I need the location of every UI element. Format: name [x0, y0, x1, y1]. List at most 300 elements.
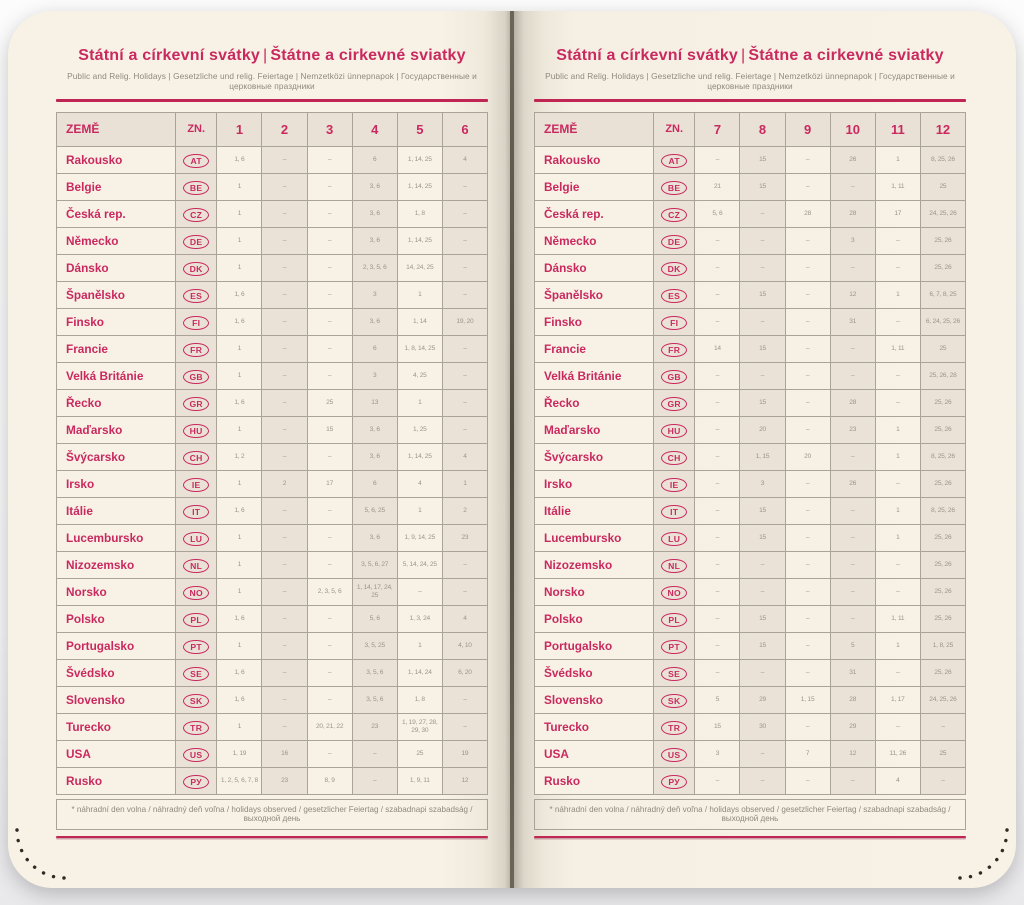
- holiday-days-cell: 26: [830, 146, 875, 173]
- holiday-days-cell: –: [262, 389, 307, 416]
- table-row: [57, 173, 488, 200]
- holiday-days-cell: –: [830, 497, 875, 524]
- country-code-badge: GB: [661, 370, 687, 385]
- table-row: [535, 254, 966, 281]
- country-code-cell: [176, 227, 217, 254]
- col-header-month-4: 4: [352, 112, 397, 146]
- holiday-days-cell: 23: [442, 524, 487, 551]
- col-header-month-5: 5: [397, 112, 442, 146]
- country-code-cell: [654, 308, 695, 335]
- holiday-days-cell: 12: [830, 740, 875, 767]
- table-row: [535, 416, 966, 443]
- holiday-days-cell: –: [740, 308, 785, 335]
- country-name: Švýcarsko: [535, 443, 654, 470]
- holiday-days-cell: –: [785, 605, 830, 632]
- holiday-days-cell: –: [830, 362, 875, 389]
- holiday-days-cell: 3: [740, 470, 785, 497]
- holiday-days-cell: –: [695, 767, 740, 794]
- holiday-days-cell: 1: [875, 281, 920, 308]
- holiday-days-cell: 1: [875, 524, 920, 551]
- country-name: Irsko: [57, 470, 176, 497]
- table-row: [57, 497, 488, 524]
- holiday-days-cell: 1, 14, 25: [397, 146, 442, 173]
- holiday-days-cell: 1: [397, 389, 442, 416]
- holiday-days-cell: –: [695, 416, 740, 443]
- holiday-days-cell: 24, 25, 26: [920, 686, 965, 713]
- holiday-days-cell: 1: [217, 335, 262, 362]
- holiday-days-cell: –: [875, 308, 920, 335]
- holiday-days-cell: 1, 6: [217, 308, 262, 335]
- country-name: Francie: [57, 335, 176, 362]
- holiday-days-cell: 30: [740, 713, 785, 740]
- page-title: [56, 47, 488, 65]
- holiday-days-cell: 1, 25: [397, 416, 442, 443]
- holiday-days-cell: –: [785, 335, 830, 362]
- table-row: [57, 659, 488, 686]
- holiday-days-cell: 13: [352, 389, 397, 416]
- col-header-month-12: 12: [920, 112, 965, 146]
- holiday-days-cell: 1, 8, 14, 25: [397, 335, 442, 362]
- holiday-days-cell: –: [740, 200, 785, 227]
- table-row: [535, 308, 966, 335]
- country-code-badge: US: [183, 748, 209, 763]
- holiday-days-cell: 3, 6: [352, 443, 397, 470]
- country-name: Maďarsko: [535, 416, 654, 443]
- holiday-days-cell: 25: [920, 335, 965, 362]
- col-header-month-10: 10: [830, 112, 875, 146]
- holiday-days-cell: 28: [785, 200, 830, 227]
- page-left: [8, 11, 510, 888]
- country-name: Švédsko: [57, 659, 176, 686]
- country-code-badge: IT: [661, 505, 687, 520]
- country-name: Francie: [535, 335, 654, 362]
- holiday-days-cell: 1, 8: [397, 200, 442, 227]
- holiday-days-cell: 3, 5, 6: [352, 686, 397, 713]
- holiday-days-cell: 1: [397, 497, 442, 524]
- country-name: Portugalsko: [57, 632, 176, 659]
- table-row: [57, 632, 488, 659]
- table-row: [57, 416, 488, 443]
- holiday-days-cell: 1, 11: [875, 173, 920, 200]
- holiday-days-cell: 1: [875, 146, 920, 173]
- holiday-days-cell: –: [695, 524, 740, 551]
- holiday-days-cell: 6: [352, 146, 397, 173]
- country-code-badge: TR: [183, 721, 209, 736]
- country-code-cell: [654, 470, 695, 497]
- country-code-cell: [654, 767, 695, 794]
- holiday-days-cell: –: [920, 713, 965, 740]
- holiday-days-cell: –: [875, 227, 920, 254]
- holiday-days-cell: 17: [875, 200, 920, 227]
- country-code-cell: [176, 443, 217, 470]
- country-code-cell: [654, 578, 695, 605]
- country-name: Řecko: [57, 389, 176, 416]
- holiday-days-cell: 28: [830, 389, 875, 416]
- holiday-days-cell: –: [262, 146, 307, 173]
- table-row: [57, 578, 488, 605]
- holiday-days-cell: –: [695, 605, 740, 632]
- holiday-days-cell: 1, 8, 25: [920, 632, 965, 659]
- country-code-cell: [176, 578, 217, 605]
- holiday-days-cell: 1: [217, 713, 262, 740]
- holiday-days-cell: –: [695, 551, 740, 578]
- country-code-badge: CH: [183, 451, 209, 466]
- header-row: [535, 112, 966, 146]
- country-code-cell: [176, 389, 217, 416]
- holiday-days-cell: –: [740, 740, 785, 767]
- table-row: [535, 524, 966, 551]
- holiday-days-cell: –: [695, 146, 740, 173]
- country-code-badge: FR: [661, 343, 687, 358]
- holiday-days-cell: 31: [830, 308, 875, 335]
- holiday-days-cell: 1: [217, 470, 262, 497]
- holiday-days-cell: 1, 2: [217, 443, 262, 470]
- holiday-days-cell: –: [307, 254, 352, 281]
- country-code-cell: [654, 173, 695, 200]
- country-code-badge: SK: [661, 694, 687, 709]
- table-row: [57, 335, 488, 362]
- country-code-badge: CH: [661, 451, 687, 466]
- page-right: [514, 11, 1016, 888]
- country-code-badge: BE: [183, 181, 209, 196]
- country-code-cell: [654, 389, 695, 416]
- holiday-days-cell: 4: [875, 767, 920, 794]
- holiday-days-cell: 1: [217, 578, 262, 605]
- holiday-days-cell: 11, 26: [875, 740, 920, 767]
- holiday-days-cell: 3, 5, 6: [352, 659, 397, 686]
- header-rule: [56, 99, 488, 102]
- table-row: [535, 740, 966, 767]
- country-code-badge: DE: [661, 235, 687, 250]
- holiday-days-cell: –: [442, 335, 487, 362]
- holiday-days-cell: 29: [740, 686, 785, 713]
- holiday-days-cell: –: [442, 254, 487, 281]
- country-code-badge: LU: [661, 532, 687, 547]
- holiday-days-cell: –: [695, 362, 740, 389]
- country-name: Slovensko: [535, 686, 654, 713]
- holiday-days-cell: –: [875, 578, 920, 605]
- holiday-days-cell: –: [262, 416, 307, 443]
- holiday-days-cell: –: [740, 659, 785, 686]
- country-code-cell: [176, 281, 217, 308]
- holiday-days-cell: –: [785, 281, 830, 308]
- holiday-days-cell: –: [307, 740, 352, 767]
- holiday-days-cell: 5, 6: [695, 200, 740, 227]
- country-code-badge: NO: [183, 586, 209, 601]
- table-row: [535, 389, 966, 416]
- holiday-days-cell: –: [695, 254, 740, 281]
- holiday-days-cell: –: [830, 524, 875, 551]
- holiday-days-cell: –: [785, 308, 830, 335]
- holiday-days-cell: 3, 6: [352, 416, 397, 443]
- diary-spread: [8, 11, 1016, 888]
- holiday-days-cell: –: [262, 605, 307, 632]
- holiday-days-cell: –: [695, 443, 740, 470]
- holiday-days-cell: 1: [397, 281, 442, 308]
- holiday-days-cell: 1: [217, 416, 262, 443]
- holiday-days-cell: –: [785, 227, 830, 254]
- holiday-days-cell: 25: [397, 740, 442, 767]
- holiday-days-cell: 14: [695, 335, 740, 362]
- holiday-days-cell: –: [262, 551, 307, 578]
- holiday-days-cell: 12: [830, 281, 875, 308]
- country-code-badge: ES: [661, 289, 687, 304]
- holiday-days-cell: 21: [695, 173, 740, 200]
- holiday-days-cell: –: [875, 551, 920, 578]
- holiday-days-cell: –: [442, 389, 487, 416]
- holiday-days-cell: 1: [442, 470, 487, 497]
- country-code-cell: [654, 281, 695, 308]
- holiday-days-cell: 16: [262, 740, 307, 767]
- footnote: * náhradní den volna / náhradný deň voľna / holidays observed / gesetzlicher Feiertag / szabadnapi szabadság / выходной день: [56, 799, 488, 830]
- holiday-days-cell: 15: [740, 389, 785, 416]
- holiday-days-cell: 31: [830, 659, 875, 686]
- country-code-badge: SK: [183, 694, 209, 709]
- country-code-badge: ES: [183, 289, 209, 304]
- holiday-days-cell: –: [830, 254, 875, 281]
- holiday-days-cell: 23: [262, 767, 307, 794]
- holiday-days-cell: –: [307, 632, 352, 659]
- holiday-days-cell: 25, 26: [920, 659, 965, 686]
- holiday-days-cell: –: [695, 659, 740, 686]
- holiday-days-cell: –: [307, 281, 352, 308]
- holiday-days-cell: –: [262, 443, 307, 470]
- holiday-days-cell: 20: [785, 443, 830, 470]
- country-code-badge: FI: [183, 316, 209, 331]
- country-code-badge: NO: [661, 586, 687, 601]
- country-name: Nizozemsko: [535, 551, 654, 578]
- country-code-cell: [176, 605, 217, 632]
- holiday-days-cell: 1, 6: [217, 281, 262, 308]
- country-name: Maďarsko: [57, 416, 176, 443]
- table-row: [57, 200, 488, 227]
- country-code-badge: AT: [661, 154, 687, 169]
- country-code-badge: PL: [183, 613, 209, 628]
- table-row: [57, 713, 488, 740]
- holiday-days-cell: 1, 14: [397, 308, 442, 335]
- holiday-days-cell: –: [307, 497, 352, 524]
- title-separator: |: [741, 47, 746, 64]
- country-code-badge: SE: [183, 667, 209, 682]
- country-name: Norsko: [57, 578, 176, 605]
- holiday-days-cell: 1, 6: [217, 389, 262, 416]
- country-name: USA: [535, 740, 654, 767]
- holiday-days-cell: –: [442, 362, 487, 389]
- title-separator: |: [263, 47, 268, 64]
- holiday-days-cell: –: [740, 767, 785, 794]
- holiday-days-cell: –: [307, 173, 352, 200]
- holiday-days-cell: 8, 25, 26: [920, 146, 965, 173]
- table-row: [57, 146, 488, 173]
- col-header-month-1: 1: [217, 112, 262, 146]
- holiday-days-cell: –: [875, 389, 920, 416]
- holiday-days-cell: –: [262, 578, 307, 605]
- table-row: [535, 632, 966, 659]
- holiday-days-cell: –: [875, 713, 920, 740]
- country-name: Rakousko: [57, 146, 176, 173]
- holiday-days-cell: –: [262, 308, 307, 335]
- holiday-days-cell: 19: [442, 740, 487, 767]
- country-name: Německo: [57, 227, 176, 254]
- holiday-days-cell: 3, 5, 25: [352, 632, 397, 659]
- holiday-days-cell: 1, 17: [875, 686, 920, 713]
- holiday-days-cell: –: [307, 659, 352, 686]
- holiday-days-cell: –: [740, 551, 785, 578]
- col-header-country: ZEMĚ: [535, 112, 654, 146]
- holiday-days-cell: 25, 26: [920, 551, 965, 578]
- holiday-days-cell: 4: [442, 605, 487, 632]
- holiday-days-cell: 6: [352, 335, 397, 362]
- holiday-days-cell: 3: [352, 362, 397, 389]
- table-row: [57, 740, 488, 767]
- country-code-badge: DK: [183, 262, 209, 277]
- holiday-days-cell: 1, 15: [740, 443, 785, 470]
- holiday-days-cell: –: [785, 416, 830, 443]
- holiday-days-cell: –: [262, 497, 307, 524]
- country-name: Finsko: [535, 308, 654, 335]
- holiday-table-months-7-12: [534, 112, 966, 795]
- holiday-days-cell: 1, 14, 17, 24, 25: [352, 578, 397, 605]
- country-code-cell: [176, 308, 217, 335]
- holiday-days-cell: 25, 26, 28: [920, 362, 965, 389]
- holiday-days-cell: 1, 3, 24: [397, 605, 442, 632]
- holiday-days-cell: –: [830, 551, 875, 578]
- country-name: Turecko: [57, 713, 176, 740]
- holiday-days-cell: –: [830, 578, 875, 605]
- title-czech: Státní a církevní svátky: [556, 47, 739, 64]
- country-name: Dánsko: [535, 254, 654, 281]
- holiday-days-cell: 25, 26: [920, 389, 965, 416]
- country-name: Rusko: [535, 767, 654, 794]
- holiday-days-cell: 20: [740, 416, 785, 443]
- holiday-days-cell: 6, 24, 25, 26: [920, 308, 965, 335]
- holiday-days-cell: 5: [830, 632, 875, 659]
- holiday-days-cell: –: [875, 659, 920, 686]
- col-header-month-6: 6: [442, 112, 487, 146]
- holiday-days-cell: –: [785, 632, 830, 659]
- holiday-days-cell: –: [785, 767, 830, 794]
- holiday-days-cell: 15: [740, 632, 785, 659]
- holiday-days-cell: –: [740, 227, 785, 254]
- holiday-days-cell: 25: [920, 173, 965, 200]
- holiday-days-cell: –: [442, 281, 487, 308]
- holiday-days-cell: –: [785, 254, 830, 281]
- holiday-days-cell: 15: [740, 605, 785, 632]
- holiday-days-cell: 1, 14, 24: [397, 659, 442, 686]
- holiday-days-cell: –: [785, 713, 830, 740]
- country-name: Norsko: [535, 578, 654, 605]
- holiday-days-cell: 7: [785, 740, 830, 767]
- holiday-days-cell: –: [262, 200, 307, 227]
- holiday-days-cell: 5: [695, 686, 740, 713]
- country-code-cell: [176, 659, 217, 686]
- holiday-days-cell: 1, 6: [217, 659, 262, 686]
- holiday-days-cell: 1, 14, 25: [397, 173, 442, 200]
- holiday-days-cell: –: [875, 362, 920, 389]
- table-row: [535, 443, 966, 470]
- holiday-days-cell: 4, 10: [442, 632, 487, 659]
- holiday-days-cell: 3, 6: [352, 308, 397, 335]
- holiday-days-cell: –: [442, 173, 487, 200]
- country-code-cell: [176, 470, 217, 497]
- holiday-days-cell: –: [307, 605, 352, 632]
- table-row: [57, 362, 488, 389]
- country-code-cell: [176, 200, 217, 227]
- holiday-table-months-1-6: [56, 112, 488, 795]
- country-name: Česká rep.: [57, 200, 176, 227]
- country-name: Velká Británie: [535, 362, 654, 389]
- country-code-badge: PL: [661, 613, 687, 628]
- holiday-days-cell: –: [307, 146, 352, 173]
- table-row: [57, 254, 488, 281]
- country-code-cell: [654, 632, 695, 659]
- holiday-days-cell: –: [695, 632, 740, 659]
- holiday-days-cell: –: [262, 659, 307, 686]
- holiday-days-cell: 1: [217, 362, 262, 389]
- holiday-days-cell: –: [307, 200, 352, 227]
- holiday-days-cell: 15: [307, 416, 352, 443]
- table-row: [57, 443, 488, 470]
- table-row: [57, 605, 488, 632]
- holiday-days-cell: 6, 7, 8, 25: [920, 281, 965, 308]
- holiday-days-cell: 1, 19: [217, 740, 262, 767]
- holiday-days-cell: –: [262, 281, 307, 308]
- table-row: [535, 686, 966, 713]
- country-code-cell: [176, 497, 217, 524]
- holiday-days-cell: –: [830, 173, 875, 200]
- holiday-days-cell: –: [442, 200, 487, 227]
- holiday-days-cell: –: [830, 335, 875, 362]
- country-name: Belgie: [535, 173, 654, 200]
- holiday-days-cell: –: [695, 470, 740, 497]
- country-code-badge: DK: [661, 262, 687, 277]
- table-row: [535, 497, 966, 524]
- holiday-days-cell: 1: [217, 551, 262, 578]
- holiday-days-cell: –: [785, 362, 830, 389]
- holiday-days-cell: 29: [830, 713, 875, 740]
- country-code-cell: [176, 335, 217, 362]
- country-name: Belgie: [57, 173, 176, 200]
- holiday-days-cell: –: [307, 335, 352, 362]
- country-code-cell: [654, 524, 695, 551]
- holiday-days-cell: 1, 2, 5, 6, 7, 8: [217, 767, 262, 794]
- country-name: Lucembursko: [535, 524, 654, 551]
- country-code-cell: [176, 686, 217, 713]
- holiday-days-cell: 15: [695, 713, 740, 740]
- holiday-days-cell: –: [785, 173, 830, 200]
- country-code-cell: [654, 254, 695, 281]
- holiday-days-cell: –: [262, 335, 307, 362]
- holiday-days-cell: –: [307, 308, 352, 335]
- country-name: Německo: [535, 227, 654, 254]
- holiday-days-cell: –: [262, 632, 307, 659]
- holiday-days-cell: 8, 25, 26: [920, 497, 965, 524]
- holiday-days-cell: 1, 15: [785, 686, 830, 713]
- holiday-days-cell: –: [740, 254, 785, 281]
- holiday-days-cell: 1: [875, 632, 920, 659]
- holiday-days-cell: 25: [307, 389, 352, 416]
- country-code-cell: [176, 146, 217, 173]
- holiday-days-cell: 1, 6: [217, 686, 262, 713]
- holiday-days-cell: 1, 6: [217, 146, 262, 173]
- country-code-badge: GR: [183, 397, 209, 412]
- holiday-days-cell: 17: [307, 470, 352, 497]
- country-code-badge: NL: [183, 559, 209, 574]
- country-code-badge: FR: [183, 343, 209, 358]
- holiday-days-cell: 25, 26: [920, 578, 965, 605]
- table-row: [57, 686, 488, 713]
- holiday-days-cell: 1: [875, 497, 920, 524]
